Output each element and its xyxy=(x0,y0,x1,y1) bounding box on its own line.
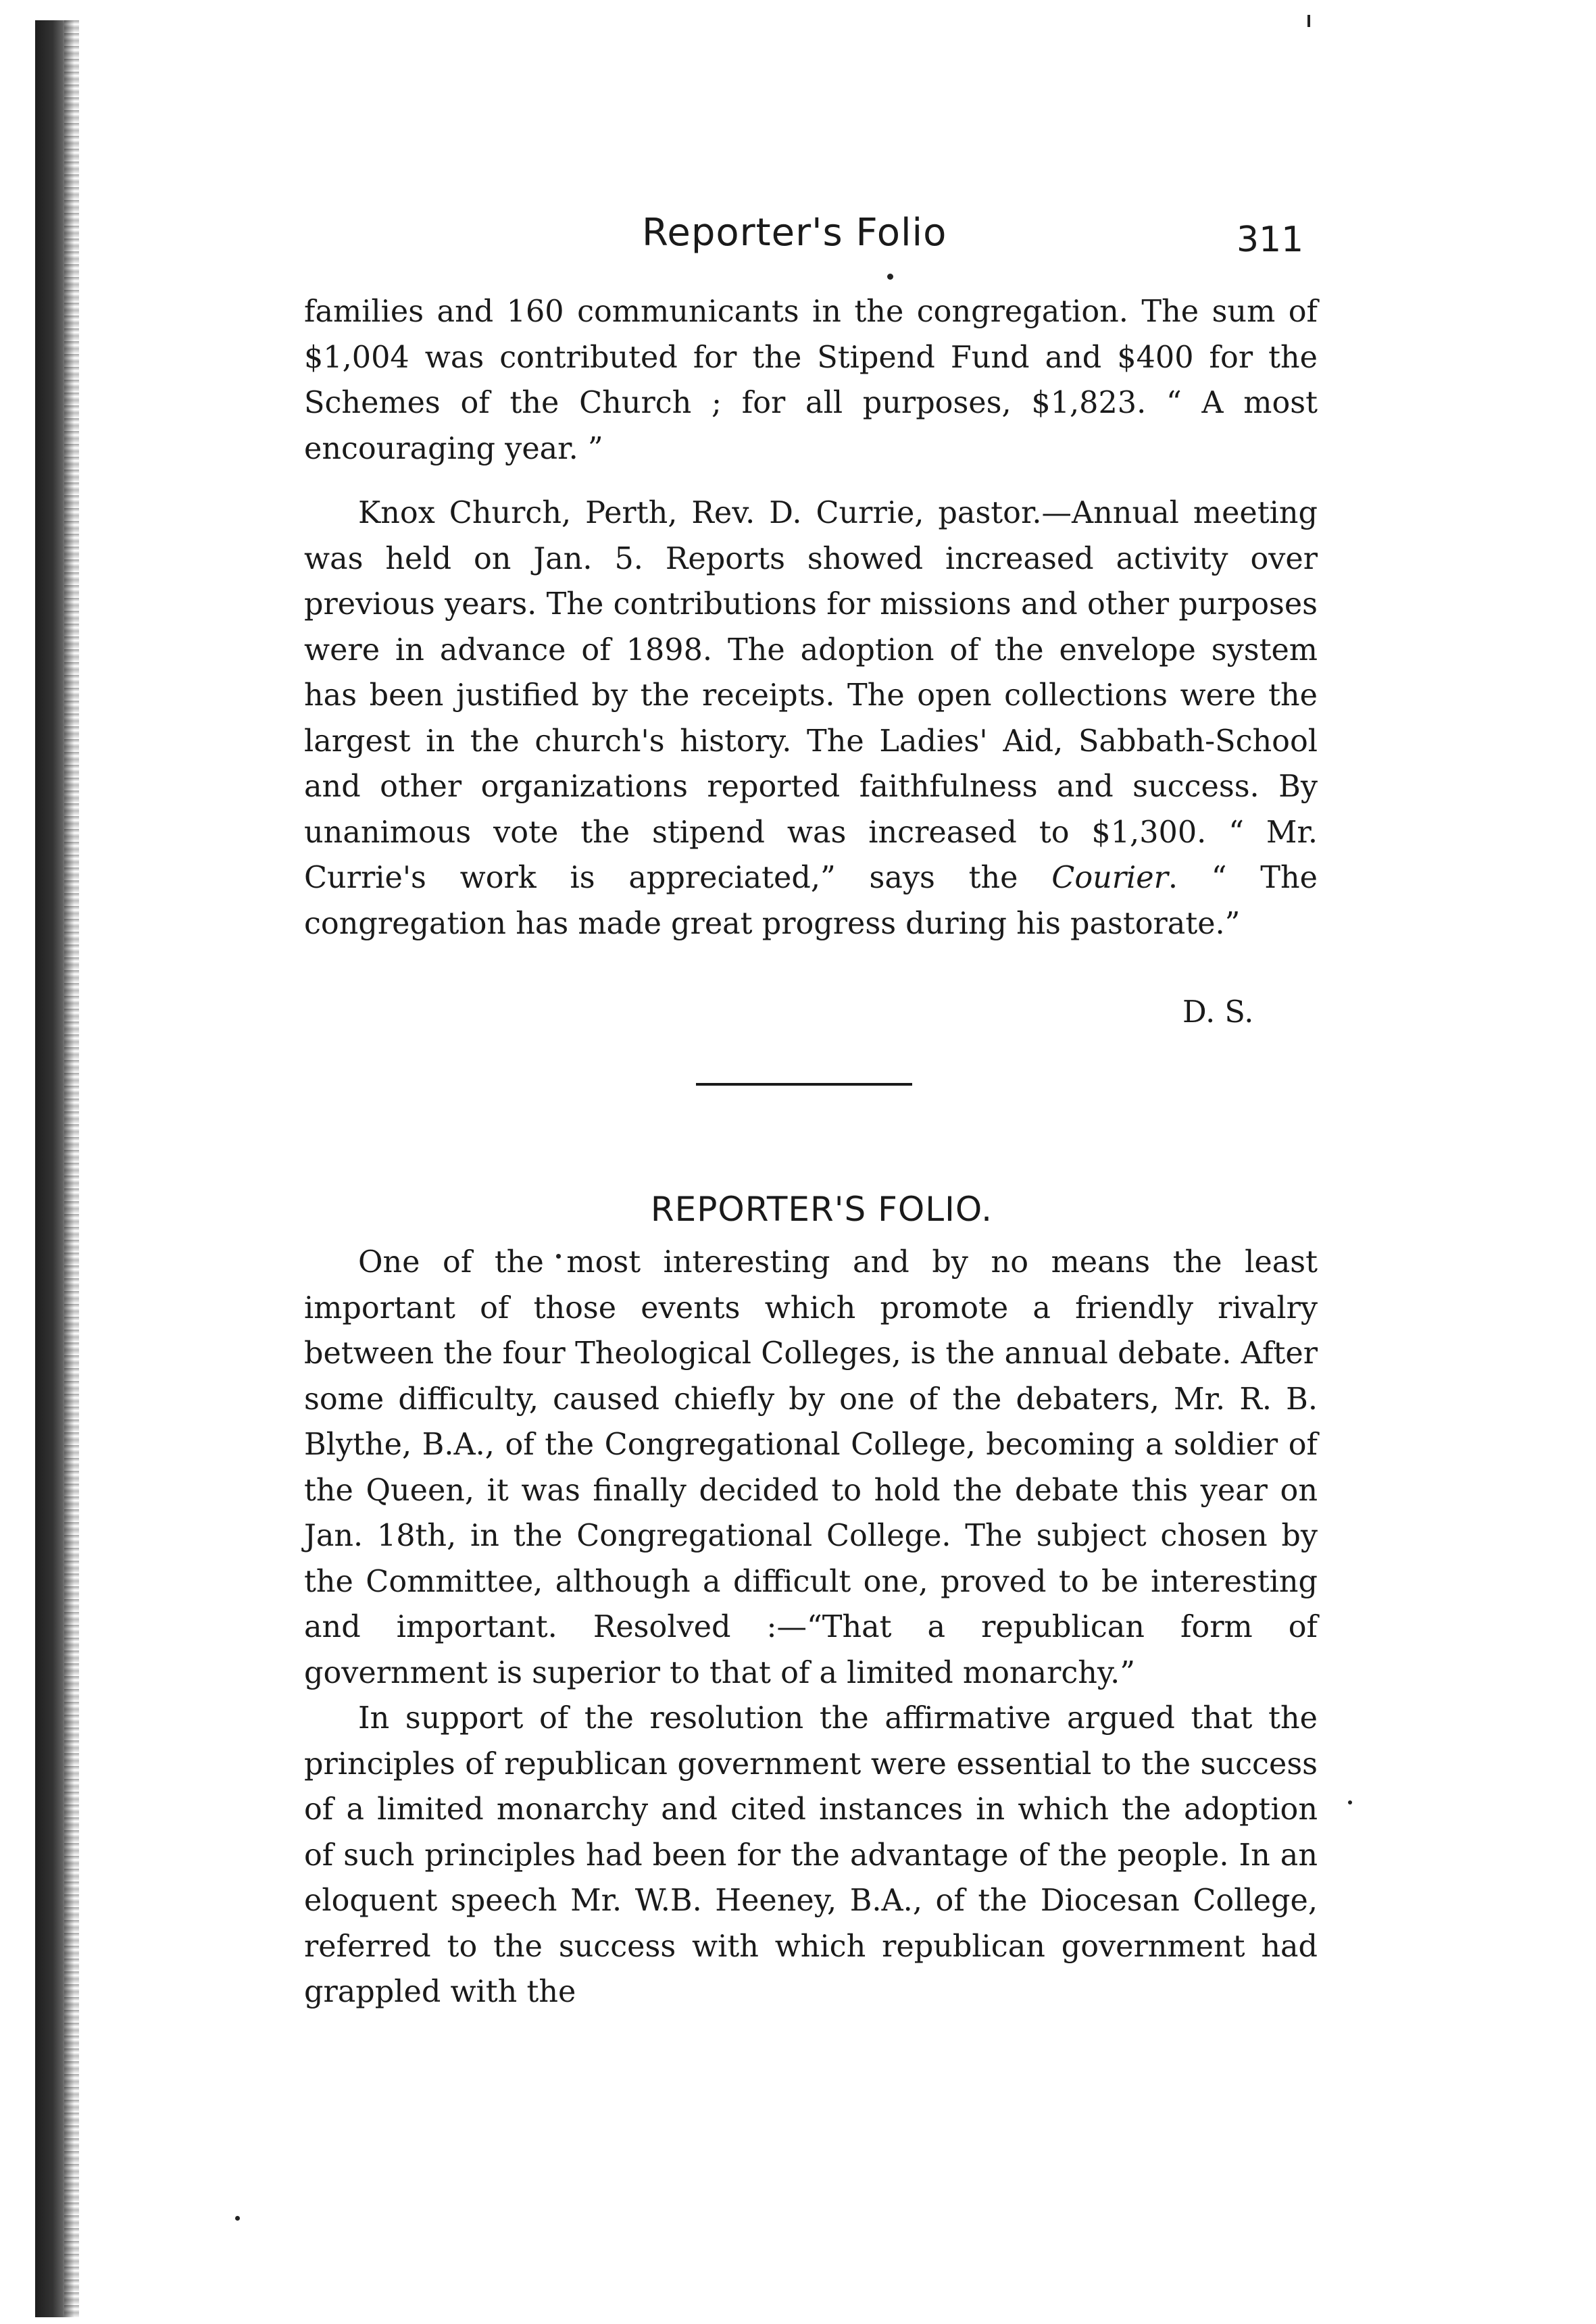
page-binding-shadow xyxy=(64,20,79,2317)
continued-article xyxy=(304,289,1318,946)
knox-church-text-end: . “ The congregation has made great progress during his pastorate.” xyxy=(304,861,1318,941)
courier-title: Courier xyxy=(1051,861,1168,895)
continued-paragraph: families and 160 communicants in the congregation. The sum of $1,004 was contributed for the Stipend Fund and $400 for the Schemes of the Church ; for all purposes, $1,823. “ A most encouraging year. ” xyxy=(304,295,1318,466)
knox-church-paragraph xyxy=(304,490,1318,946)
author-signature: D. S. xyxy=(1182,995,1254,1030)
page-number: 311 xyxy=(1237,220,1304,260)
section-divider xyxy=(696,1083,912,1086)
print-speck xyxy=(887,274,893,280)
knox-church-text: Knox Church, Perth, Rev. D. Currie, pastor.—Annual meeting was held on Jan. 5. Reports showed increased activity over previous years. The contributions for missions and other purposes were in advance of 1898. The adoption of the envelope system has been justified by the receipts. The open collections were the largest in the church's history. The Ladies' Aid, Sabbath-School and other organizations reported faithfulness and success. By unanimous vote the stipend was increased to $1,300. “ Mr. Currie's work is appreciated,” says the xyxy=(304,496,1318,895)
section-heading: REPORTER'S FOLIO. xyxy=(650,1190,993,1229)
corner-mark xyxy=(1307,15,1310,27)
print-speck xyxy=(1348,1800,1352,1804)
debate-paragraph: One of the most interesting and by no means the least important of those events which promote a friendly rivalry between the four Theological Colleges, is the annual debate. After some difficulty, caused chiefly by one of the debaters, Mr. R. B. Blythe, B.A., of the Congregational College, becoming a soldier of the Queen, it was finally decided to hold the debate this year on Jan. 18th, in the Congregational College. The subject chosen by the Committee, although a difficult one, proved to be interesting and important. Resolved :—“That a republican form of government is superior to that of a limited monarchy.” xyxy=(304,1245,1318,1690)
running-head xyxy=(0,203,1596,277)
print-speck xyxy=(235,2216,240,2221)
debate-article xyxy=(304,1240,1318,2015)
debate-paragraph: In support of the resolution the affirmative argued that the principles of republican government were essential to the success of a limited monarchy and cited instances in which the adoption of such principles had been for the advantage of the people. In an eloquent speech Mr. W.B. Heeney, B.A., of the Diocesan College, referred to the success with which republican government had grappled with the xyxy=(304,1701,1318,2009)
running-title: Reporter's Folio xyxy=(642,211,947,255)
